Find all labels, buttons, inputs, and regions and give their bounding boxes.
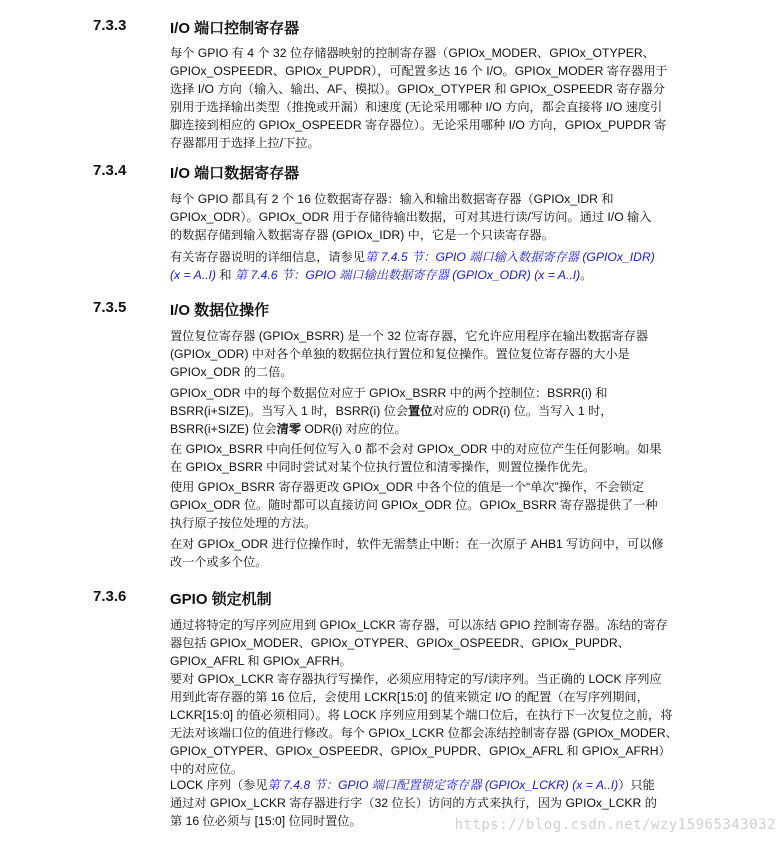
paragraph (170, 478, 710, 532)
text-line: GPIOx_AFRL 和 GPIOx_AFRH。 (170, 654, 352, 668)
text-run: 对应的 ODR(i) 位。当写入 1 时， (432, 404, 613, 418)
section-link[interactable]: 第 7.4.5 节：GPIO 端口输入数据寄存器 (GPIOx_IDR) (365, 250, 655, 264)
section-link[interactable]: (x = A..I) (170, 268, 216, 282)
text-line: 置位复位寄存器 (GPIOx_BSRR) 是一个 32 位寄存器，它允许应用程序在输出数据寄存器 (170, 329, 649, 343)
paragraph (170, 327, 710, 381)
text-line: GPIOx_ODR 的二倍。 (170, 365, 293, 379)
section-number: 7.3.5 (93, 299, 127, 316)
text-line: 选择 I/O 方向（输入、输出、AF、模拟）。GPIOx_OTYPER 和 GPIOx_OSPEEDR 寄存器分 (170, 82, 665, 96)
text-line: 存器都用于选择上拉/下拉。 (170, 136, 320, 150)
text-line: 别用于选择输出类型（推挽或开漏）和速度 (无论采用哪种 I/O 方向，都会直接将 I/O 速度引 (170, 100, 663, 114)
text-line: GPIOx_OTYPER、GPIOx_OSPEEDR、GPIOx_PUPDR、GPIOx_AFRL 和 GPIOx_AFRH） (170, 744, 671, 758)
paragraph (170, 670, 710, 778)
text-line: 执行原子按位处理的方法。 (170, 516, 317, 530)
text-line: 第 16 位必须与 [15:0] 位同时置位。 (170, 814, 362, 828)
text-line: 无法对该端口位的值进行修改。每个 GPIOx_LCKR 位都会冻结控制寄存器 (GPIOx_MODER、 (170, 726, 678, 740)
text-line: 器包括 GPIOx_MODER、GPIOx_OTYPER、GPIOx_OSPEEDR、GPIOx_PUPDR、 (170, 636, 630, 650)
text-line: 的数据存储到输入数据寄存器 (GPIOx_IDR) 中，它是一个只读寄存器。 (170, 228, 554, 242)
section-title: I/O 端口控制寄存器 (170, 20, 300, 37)
section-title: I/O 端口数据寄存器 (170, 165, 300, 182)
text-line: 通过将特定的写序列应用到 GPIOx_LCKR 寄存器，可以冻结 GPIO 控制寄存器。冻结的寄存 (170, 618, 668, 632)
text-run: LOCK 序列（参见 (170, 778, 268, 792)
section-title: I/O 数据位操作 (170, 302, 270, 319)
text-line: 使用 GPIOx_BSRR 寄存器更改 GPIOx_ODR 中各个位的值是一个“单次”操作，不会锁定 (170, 480, 644, 494)
text-line (170, 248, 710, 266)
text-line: 用到此寄存器的第 16 位后，会使用 LCKR[15:0] 的值来锁定 I/O 的配置（在写序列期间， (170, 690, 649, 704)
text-run: BSRR(i+SIZE) 位会 (170, 422, 277, 436)
text-line: 在 GPIOx_BSRR 中同时尝试对某个位执行置位和清零操作，则置位操作优先。 (170, 460, 596, 474)
bold-term: 清零 (276, 422, 302, 436)
text-line: 每个 GPIO 有 4 个 32 位存储器映射的控制寄存器（GPIOx_MODER、GPIOx_OTYPER、 (170, 46, 655, 60)
text-run: ODR(i) 对应的位。 (301, 422, 407, 436)
section-link[interactable]: 第 7.4.8 节：GPIO 端口配置锁定寄存器 (GPIOx_LCKR) (x = A..I) (267, 778, 619, 792)
reference-paragraph (170, 248, 710, 284)
paragraph (170, 616, 710, 670)
ref-suffix: 。 (580, 268, 593, 282)
text-run: ）只能 (618, 778, 655, 792)
text-line: GPIOx_OSPEEDR、GPIOx_PUPDR），可配置多达 16 个 I/O。GPIOx_MODER 寄存器用于 (170, 64, 668, 78)
paragraph (170, 440, 710, 476)
section-link[interactable]: 第 7.4.6 节：GPIO 端口输出数据寄存器 (GPIOx_ODR) (x = A..I) (234, 268, 581, 282)
text-run: BSRR(i+SIZE)。当写入 1 时，BSRR(i) 位会 (170, 404, 409, 418)
text-line: 要对 GPIOx_LCKR 寄存器执行写操作，必须应用特定的写/读序列。当正确的 LOCK 序列应 (170, 672, 662, 686)
paragraph (170, 44, 710, 152)
paragraph (170, 384, 710, 438)
section-number: 7.3.6 (93, 588, 127, 605)
text-line: 通过对 GPIOx_LCKR 寄存器进行字（32 位长）访问的方式来执行，因为 GPIOx_LCKR 的 (170, 796, 657, 810)
bold-term: 置位 (408, 404, 433, 418)
text-line: LCKR[15:0] 的值必须相同）。将 LOCK 序列应用到某个端口位后，在执行下一次复位之前，将 (170, 708, 673, 722)
text-line: GPIOx_ODR）。GPIOx_ODR 用于存储待输出数据，可对其进行读/写访问。通过 I/O 输入 (170, 210, 652, 224)
section-number: 7.3.3 (93, 17, 127, 34)
text-line: GPIOx_ODR 中的每个数据位对应于 GPIOx_BSRR 中的两个控制位：BSRR(i) 和 (170, 386, 608, 400)
text-line: GPIOx_ODR 位。随时都可以直接访问 GPIOx_ODR 位。GPIOx_BSRR 寄存器提供了一种 (170, 498, 658, 512)
section-title: GPIO 锁定机制 (170, 591, 272, 608)
text-line (170, 776, 710, 794)
paragraph (170, 190, 710, 244)
text-line: (GPIOx_ODR) 中对各个单独的数据位执行置位和复位操作。置位复位寄存器的大小是 (170, 347, 630, 361)
text-line (170, 266, 710, 284)
text-line (170, 420, 710, 438)
section-number: 7.3.4 (93, 162, 127, 179)
text-line (170, 402, 710, 420)
text-line: 中的对应位。 (170, 762, 244, 776)
watermark: https://blog.csdn.net/wzy15965343032 (454, 817, 776, 833)
paragraph (170, 535, 710, 571)
text-line: 脚连接到相应的 GPIOx_OSPEEDR 寄存器位）。无论采用哪种 I/O 方向，GPIOx_PUPDR 寄 (170, 118, 667, 132)
text-line: 改一个或多个位。 (170, 555, 268, 569)
text-line: 在对 GPIOx_ODR 进行位操作时，软件无需禁止中断：在一次原子 AHB1 写访问中，可以修 (170, 537, 664, 551)
text-line: 在 GPIOx_BSRR 中向任何位写入 0 都不会对 GPIOx_ODR 中的对应位产生任何影响。如果 (170, 442, 662, 456)
ref-prefix: 有关寄存器说明的详细信息，请参见 (170, 250, 365, 264)
ref-middle: 和 (215, 268, 235, 282)
text-line: 每个 GPIO 都具有 2 个 16 位数据寄存器：输入和输出数据寄存器（GPIOx_IDR 和 (170, 192, 614, 206)
